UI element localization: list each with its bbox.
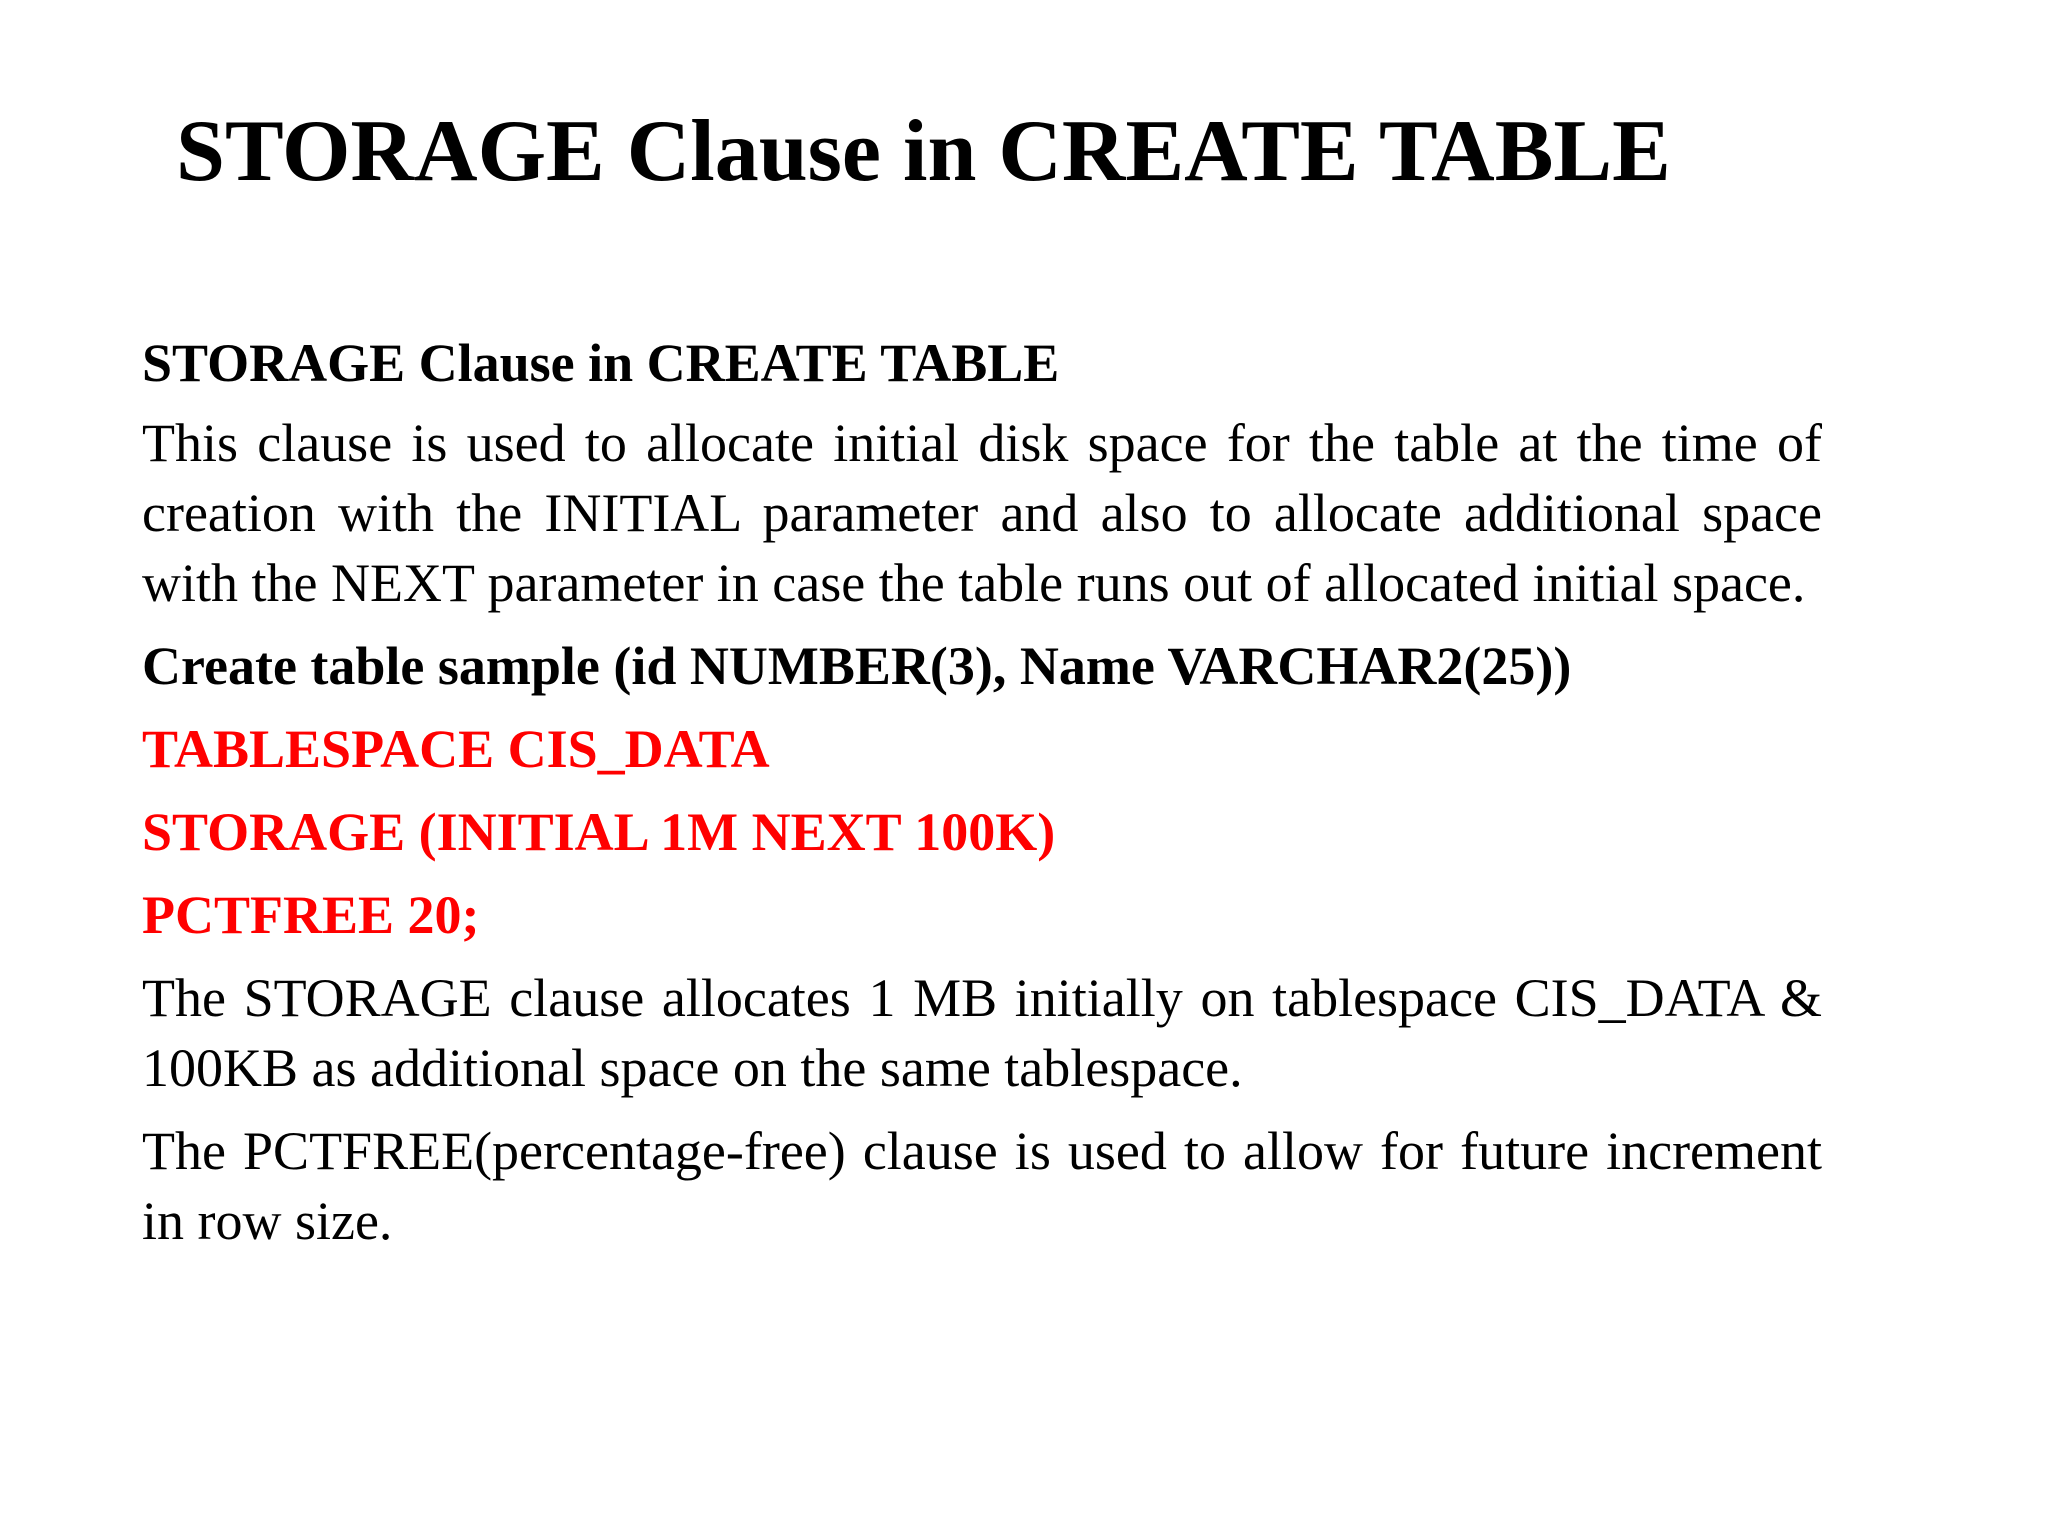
- code-line-storage: STORAGE (INITIAL 1M NEXT 100K): [142, 802, 1056, 862]
- code-line-pctfree: PCTFREE 20;: [142, 885, 480, 945]
- code-line-create-table: Create table sample (id NUMBER(3), Name VARCHAR2(25)): [142, 636, 1572, 696]
- slide-title: STORAGE Clause in CREATE TABLE: [176, 103, 1671, 200]
- pctfree-explanation-paragraph: The PCTFREE(percentage-free) clause is used to allow for future increment in row size.: [142, 1121, 1822, 1251]
- description-paragraph: This clause is used to allocate initial disk space for the table at the time of creation with the INITIAL parameter and also to allocate additional space with the NEXT parameter in case the table runs out of allocated initial space.: [142, 413, 1822, 613]
- storage-explanation-paragraph: The STORAGE clause allocates 1 MB initially on tablespace CIS_DATA & 100KB as additional space on the same tablespace.: [142, 968, 1822, 1098]
- code-line-tablespace: TABLESPACE CIS_DATA: [142, 719, 770, 779]
- section-heading: STORAGE Clause in CREATE TABLE: [142, 333, 1060, 393]
- slide-content: [142, 328, 1822, 1269]
